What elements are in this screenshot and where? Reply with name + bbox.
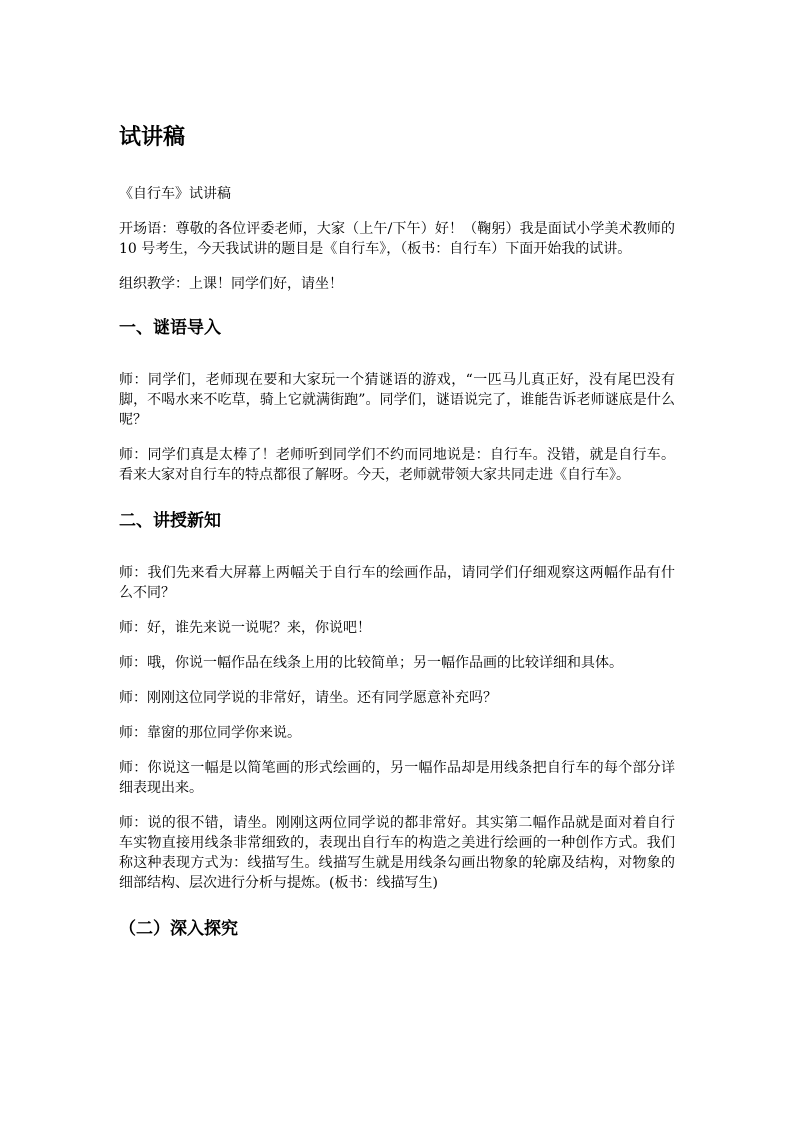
teach-paragraph-2: 师：好，谁先来说一说呢？来，你说吧！ — [119, 620, 371, 636]
opening-paragraph: 开场语：尊敬的各位评委老师，大家（上午/下午）好！（鞠躬）我是面试小学美术教师的 10 号考生，今天我试讲的题目是《自行车》，（板书：自行车）下面开始我的试讲。 — [119, 221, 675, 257]
teach-paragraph-7: 师：说的很不错，请坐。刚刚这两位同学说的都非常好。其实第二幅作品就是面对着自行车实物直接用线条非常细致的，表现出自行车的构造之美进行绘画的一种创作方式。我们称这种表现方式为：线描写生。线描写生就是用线条勾画出物象的轮廓及结构，对物象的细部结构、层次进行分析与提炼。(板书：线描写生) — [119, 815, 675, 891]
section-heading-riddle: 一、谜语导入 — [119, 318, 221, 338]
teach-paragraph-6: 师：你说这一幅是以简笔画的形式绘画的，另一幅作品却是用线条把自行车的每个部分详细表现出来。 — [119, 760, 675, 796]
riddle-paragraph-2: 师：同学们真是太棒了！老师听到同学们不约而同地说是：自行车。没错，就是自行车。看来大家对自行车的特点都很了解呀。今天，老师就带领大家共同走进《自行车》。 — [119, 447, 675, 483]
teach-paragraph-1: 师：我们先来看大屏幕上两幅关于自行车的绘画作品，请同学们仔细观察这两幅作品有什么不同？ — [119, 565, 675, 601]
teach-paragraph-3: 师：哦，你说一幅作品在线条上用的比较简单；另一幅作品画的比较详细和具体。 — [119, 655, 623, 671]
document-body — [119, 122, 675, 971]
teach-paragraph-4: 师：刚刚这位同学说的非常好，请坐。还有同学愿意补充吗？ — [119, 690, 497, 706]
section-heading-new-knowledge: 二、讲授新知 — [119, 511, 221, 531]
section-heading-deep-explore: （二）深入探究 — [119, 919, 238, 939]
page-title: 试讲稿 — [119, 125, 186, 150]
riddle-paragraph-1: 师：同学们，老师现在要和大家玩一个猜谜语的游戏，“一匹马儿真正好，没有尾巴没有脚，不喝水来不吃草，骑上它就满街跑”。同学们，谜语说完了，谁能告诉老师谜底是什么呢？ — [119, 372, 675, 428]
subtitle-paragraph: 《自行车》试讲稿 — [119, 186, 231, 202]
organize-paragraph: 组织教学：上课！同学们好，请坐！ — [119, 276, 343, 292]
teach-paragraph-5: 师：靠窗的那位同学你来说。 — [119, 725, 301, 741]
